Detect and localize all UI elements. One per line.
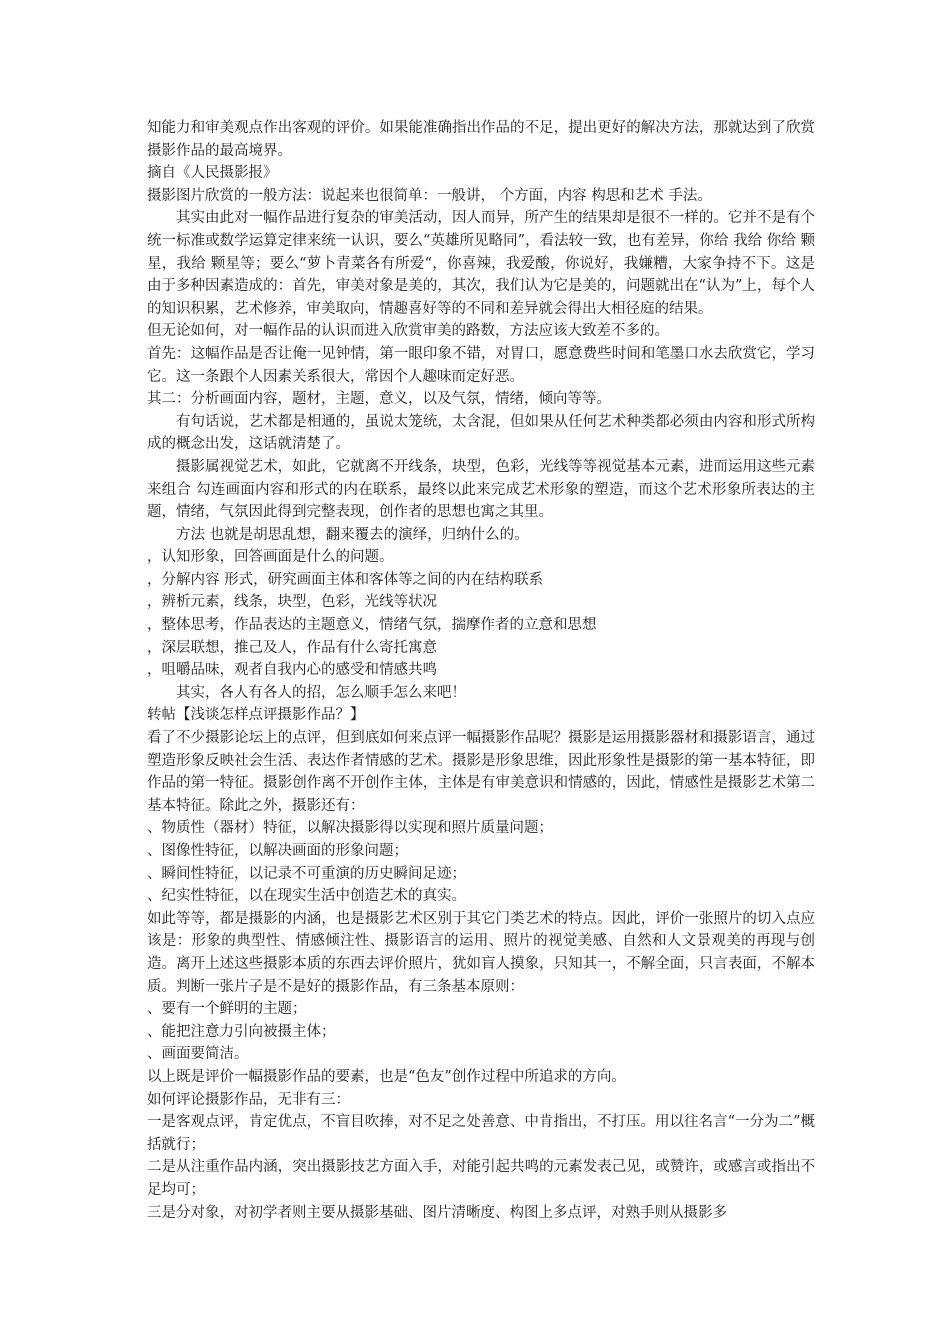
paragraph: 摄影图片欣赏的一般方法：说起来也很简单：一般讲， 个方面，内容 构思和艺术 手法。 — [147, 187, 712, 204]
paragraph: 如此等等，都是摄影的内涵，也是摄影艺术区别于其它门类艺术的特点。因此，评价一张照片的切入点应该是：形象的典型性、情感倾注性、摄影语言的运用、照片的视觉美感、自然和人文景观美的再现与创造。离开上述这些摄影本质的东西去评价照片，犹如盲人摸象，只知其一，不解全面，只言表面，不解本质。判断一张片子是不是好的摄影作品，有三条基本原则： — [147, 910, 815, 995]
paragraph: 如何评论摄影作品，无非有三： — [147, 1091, 350, 1108]
paragraph: 二是从注重作品内涵，突出摄影技艺方面入手，对能引起共鸣的元素发表己见，或赞许，或感言或指出不足均可； — [147, 1159, 815, 1198]
paragraph: 摄影属视觉艺术，如此，它就离不开线条，块型，色彩，光线等等视觉基本元素，进而运用这些元素来组合 勾连画面内容和形式的内在联系，最终以此来完成艺术形象的塑造，而这个艺术形象所表达的主题，情绪，气氛因此得到完整表现，创作者的思想也寓之其里。 — [147, 458, 815, 521]
list-item: 、瞬间性特征，以记录不可重演的历史瞬间足迹； — [147, 865, 466, 882]
section-heading: 转帖【浅谈怎样点评摄影作品？】 — [147, 707, 365, 724]
list-item: ，辨析元素，线条，块型，色彩，光线等状况 — [147, 594, 437, 611]
paragraph: 但无论如何，对一幅作品的认识而进入欣赏审美的路数，方法应该大致差不多的。 — [147, 323, 669, 340]
list-item: ，整体思考，作品表达的主题意义，情绪气氛，揣摩作者的立意和思想 — [147, 617, 597, 634]
list-item: 、要有一个鲜明的主题； — [147, 1001, 307, 1018]
list-item: 、纪实性特征，以在现实生活中创造艺术的真实。 — [147, 888, 466, 905]
paragraph: 以上既是评价一幅摄影作品的要素，也是“色友”创作过程中所追求的方向。 — [147, 1068, 626, 1085]
paragraph: 三是分对象，对初学者则主要从摄影基础、图片清晰度、构图上多点评，对熟手则从摄影多 — [147, 1204, 727, 1221]
paragraph: 方法 也就是胡思乱想，翻来覆去的演绎，归纳什么的。 — [176, 526, 529, 543]
list-item: ，深层联想，推己及人，作品有什么寄托寓意 — [147, 639, 437, 656]
paragraph: 看了不少摄影论坛上的点评，但到底如何来点评一幅摄影作品呢？摄影是运用摄影器材和摄影语言，通过塑造形象反映社会生活、表达作者情感的艺术。摄影是形象思维，因此形象性是摄影的第一基本特征，即作品的第一特征。摄影创作离不开创作主体，主体是有审美意识和情感的，因此，情感性是摄影艺术第二基本特征。除此之外，摄影还有： — [147, 730, 815, 814]
paragraph: 知能力和审美观点作出客观的评价。如果能准确指出作品的不足，提出更好的解决方法，那就达到了欣赏摄影作品的最高境界。 — [147, 120, 815, 159]
list-item: 、画面要简洁。 — [147, 1046, 249, 1063]
paragraph: 其二：分析画面内容，题材，主题，意义，以及气氛，情绪，倾向等等。 — [147, 391, 611, 408]
paragraph: 首先：这幅作品是否让俺一见钟情，第一眼印象不错，对胃口，愿意费些时间和笔墨口水去欣赏它，学习它。这一条跟个人因素关系很大，常因个人趣味而定好恶。 — [147, 345, 815, 385]
paragraph: 有句话说，艺术都是相通的，虽说太笼统，太含混，但如果从任何艺术种类都必须由内容和形式所构成的概念出发，这话就清楚了。 — [147, 413, 815, 453]
paragraph: 其实由此对一幅作品进行复杂的审美活动，因人而异，所产生的结果却是很不一样的。它并不是有个统一标准或数学运算定律来统一认识，要么“英雄所见略同”，看法较一致，也有差异，你给 我给 你给 颗星，我给 颗星等；要么“萝卜青菜各有所爱“，你喜辣，我爱酸，你说好，我嫌糟，大家争持不下。这是由于多种因素造成的：首先，审美对象是美的，其次，我们认为它是美的，问题就出在“认为”上，每个人的知识积累，艺术修养，审美取向，情趣喜好等的不同和差异就会得出大相径庭的结果。 — [147, 210, 815, 317]
list-item: 、图像性特征，以解决画面的形象问题； — [147, 843, 408, 859]
document-body — [147, 117, 815, 1224]
paragraph: 一是客观点评，肯定优点，不盲目吹捧，对不足之处善意、中肯指出，不打压。用以往名言“一分为二”概括就行； — [147, 1114, 815, 1153]
list-item: 、物质性（器材）特征，以解决摄影得以实现和照片质量问题； — [147, 820, 553, 837]
paragraph: 其实，各人有各人的招，怎么顺手怎么来吧！ — [176, 684, 466, 701]
list-item: ，分解内容 形式，研究画面主体和客体等之间的内在结构联系 — [147, 571, 544, 588]
list-item: ，咀嚼品味，观者自我内心的感受和情感共鸣 — [147, 662, 437, 679]
source-line: 摘自《人民摄影报》 — [147, 165, 278, 182]
list-item: ，认知形象，回答画面是什么的问题。 — [147, 549, 394, 566]
list-item: 、能把注意力引向被摄主体； — [147, 1023, 336, 1040]
